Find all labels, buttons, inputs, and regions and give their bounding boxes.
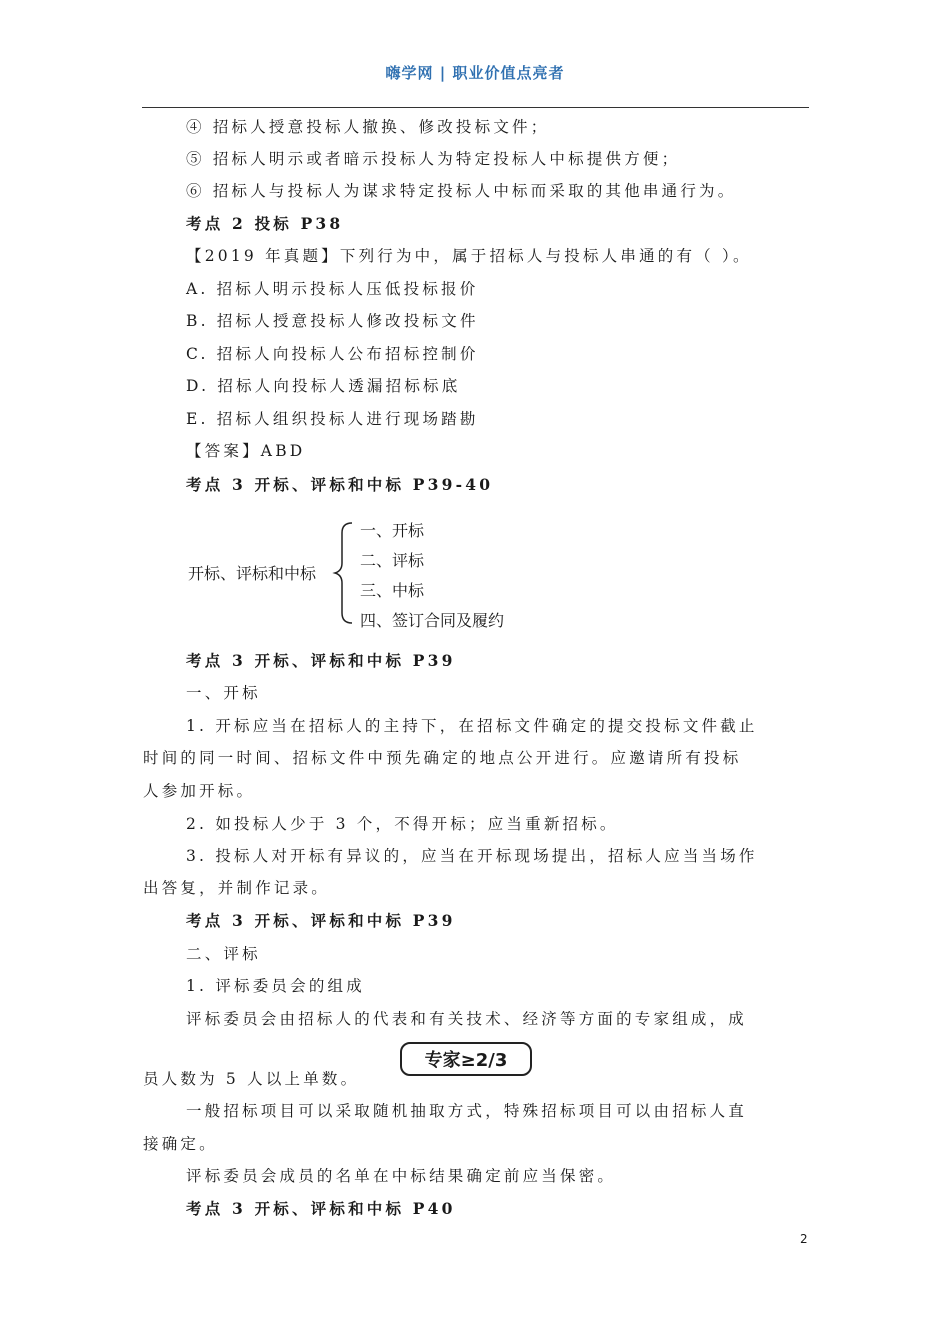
subheading: 二、评标	[186, 945, 261, 963]
section-heading: 考点 3 开标、评标和中标 P40	[186, 1199, 456, 1218]
page-number: 2	[800, 1232, 808, 1246]
diagram-child: 一、开标	[360, 521, 425, 540]
paragraph: 一般招标项目可以采取随机抽取方式，特殊招标项目可以由招标人直	[186, 1102, 748, 1120]
page-header: 嗨学网 | 职业价值点亮者	[385, 64, 565, 82]
question: 【2019 年真题】下列行为中，属于招标人与投标人串通的有（ ）。	[186, 247, 752, 265]
paragraph: 评标委员会成员的名单在中标结果确定前应当保密。	[186, 1167, 617, 1185]
brace-icon	[330, 513, 358, 633]
subheading: 一、开标	[186, 684, 261, 702]
option-e: E. 招标人组织投标人进行现场踏勘	[186, 410, 479, 428]
header-divider	[142, 107, 809, 108]
option-a: A. 招标人明示投标人压低投标报价	[186, 280, 479, 298]
paragraph: ⑤ 招标人明示或者暗示投标人为特定投标人中标提供方便；	[186, 150, 681, 168]
expert-ratio-badge: 专家≥2/3	[400, 1042, 532, 1076]
subheading: 1. 评标委员会的组成	[186, 977, 365, 995]
section-heading: 考点 3 开标、评标和中标 P39	[186, 911, 456, 930]
diagram-root: 开标、评标和中标	[188, 564, 317, 583]
section-heading: 考点 3 开标、评标和中标 P39	[186, 651, 456, 670]
diagram-child: 二、评标	[360, 551, 425, 570]
section-heading: 考点 3 开标、评标和中标 P39-40	[186, 475, 494, 494]
paragraph: 员人数为 5 人以上单数。	[143, 1070, 360, 1088]
paragraph: 3. 投标人对开标有异议的，应当在开标现场提出，招标人应当当场作	[186, 847, 758, 865]
structure-diagram	[180, 513, 540, 633]
option-b: B. 招标人授意投标人修改投标文件	[186, 312, 479, 330]
paragraph: 评标委员会由招标人的代表和有关技术、经济等方面的专家组成，成	[186, 1010, 748, 1028]
paragraph: 1. 开标应当在招标人的主持下，在招标文件确定的提交投标文件截止	[186, 717, 758, 735]
paragraph: 人参加开标。	[143, 782, 256, 800]
option-c: C. 招标人向投标人公布招标控制价	[186, 345, 479, 363]
paragraph: 出答复，并制作记录。	[143, 879, 331, 897]
answer: 【答案】ABD	[186, 442, 306, 460]
paragraph: ④ 招标人授意投标人撤换、修改投标文件；	[186, 118, 550, 136]
paragraph: 时间的同一时间、招标文件中预先确定的地点公开进行。应邀请所有投标	[143, 749, 742, 767]
diagram-child: 四、签订合同及履约	[360, 611, 505, 630]
paragraph: 接确定。	[143, 1135, 218, 1153]
paragraph: ⑥ 招标人与投标人为谋求特定投标人中标而采取的其他串通行为。	[186, 182, 737, 200]
paragraph: 2. 如投标人少于 3 个，不得开标；应当重新招标。	[186, 815, 619, 833]
diagram-child: 三、中标	[360, 581, 425, 600]
section-heading: 考点 2 投标 P38	[186, 214, 344, 233]
option-d: D. 招标人向投标人透漏招标标底	[186, 377, 461, 395]
